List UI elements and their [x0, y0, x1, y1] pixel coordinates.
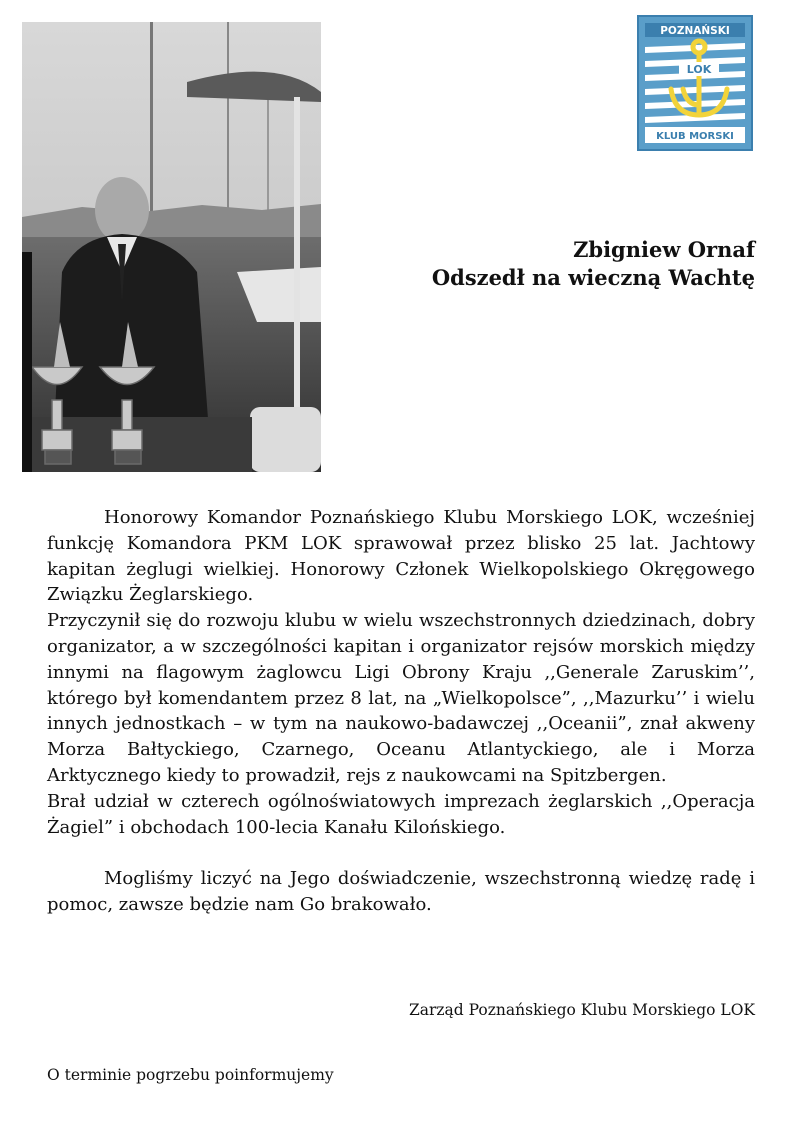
logo-center-text: LOK — [686, 63, 712, 76]
logo-top-text: POZNAŃSKI — [660, 25, 730, 37]
body-paragraph-3: Brał udział w czterech ogólnoświatowych imprezach żeglarskich ,,Operacja Żagiel” i obchodach 100-lecia Kanału Kilońskiego. — [47, 790, 755, 838]
obituary-body — [47, 505, 755, 918]
obituary-heading — [432, 236, 755, 292]
signature: Zarząd Poznańskiego Klubu Morskiego LOK — [408, 1001, 755, 1019]
obituary-subtitle: Odszedł na wieczną Wachtę — [431, 265, 755, 290]
body-paragraph-2: Przyczynił się do rozwoju klubu w wielu wszechstronnych dziedzinach, dobry organizator, a w szczególności kapitan i organizator rejsów morskich między innymi na flagowym żaglowcu Ligi Obrony Kraju ,,Generale Zaruskim’’, którego był komendantem przez 8 lat, na „Wielkopolsce”, ,,Mazurku’’ i wielu innych jednostkach – w tym na naukowo-badawczej ,,Oceanii”, znał akweny Morza Bałtyckiego, Czarnego, Oceanu Atlantyckiego, ale i Morza Arktycznego kiedy to prowadził, rejs z naukowcami na Spitzbergen. — [47, 610, 755, 786]
portrait-photo — [22, 22, 321, 472]
logo-bottom-text: KLUB MORSKI — [656, 131, 734, 142]
footer-note: O terminie pogrzebu poinformujemy — [47, 1066, 334, 1084]
body-paragraph-1: Honorowy Komandor Poznańskiego Klubu Morskiego LOK, wcześniej funkcję Komandora PKM LOK sprawował przez blisko 25 lat. Jachtowy kapitan żeglugi wielkiej. Honorowy Członek Wielkopolskiego Okręgowego Związku Żeglarskiego. — [47, 507, 755, 606]
portrait-photo-drawing — [22, 22, 321, 472]
club-logo-emblem — [639, 17, 751, 149]
deceased-name: Zbigniew Ornaf — [573, 237, 755, 262]
body-paragraph-4: Mogliśmy liczyć na Jego doświadczenie, wszechstronną wiedzę radę i pomoc, zawsze będzie nam Go brakowało. — [47, 868, 755, 916]
club-logo — [637, 15, 753, 151]
